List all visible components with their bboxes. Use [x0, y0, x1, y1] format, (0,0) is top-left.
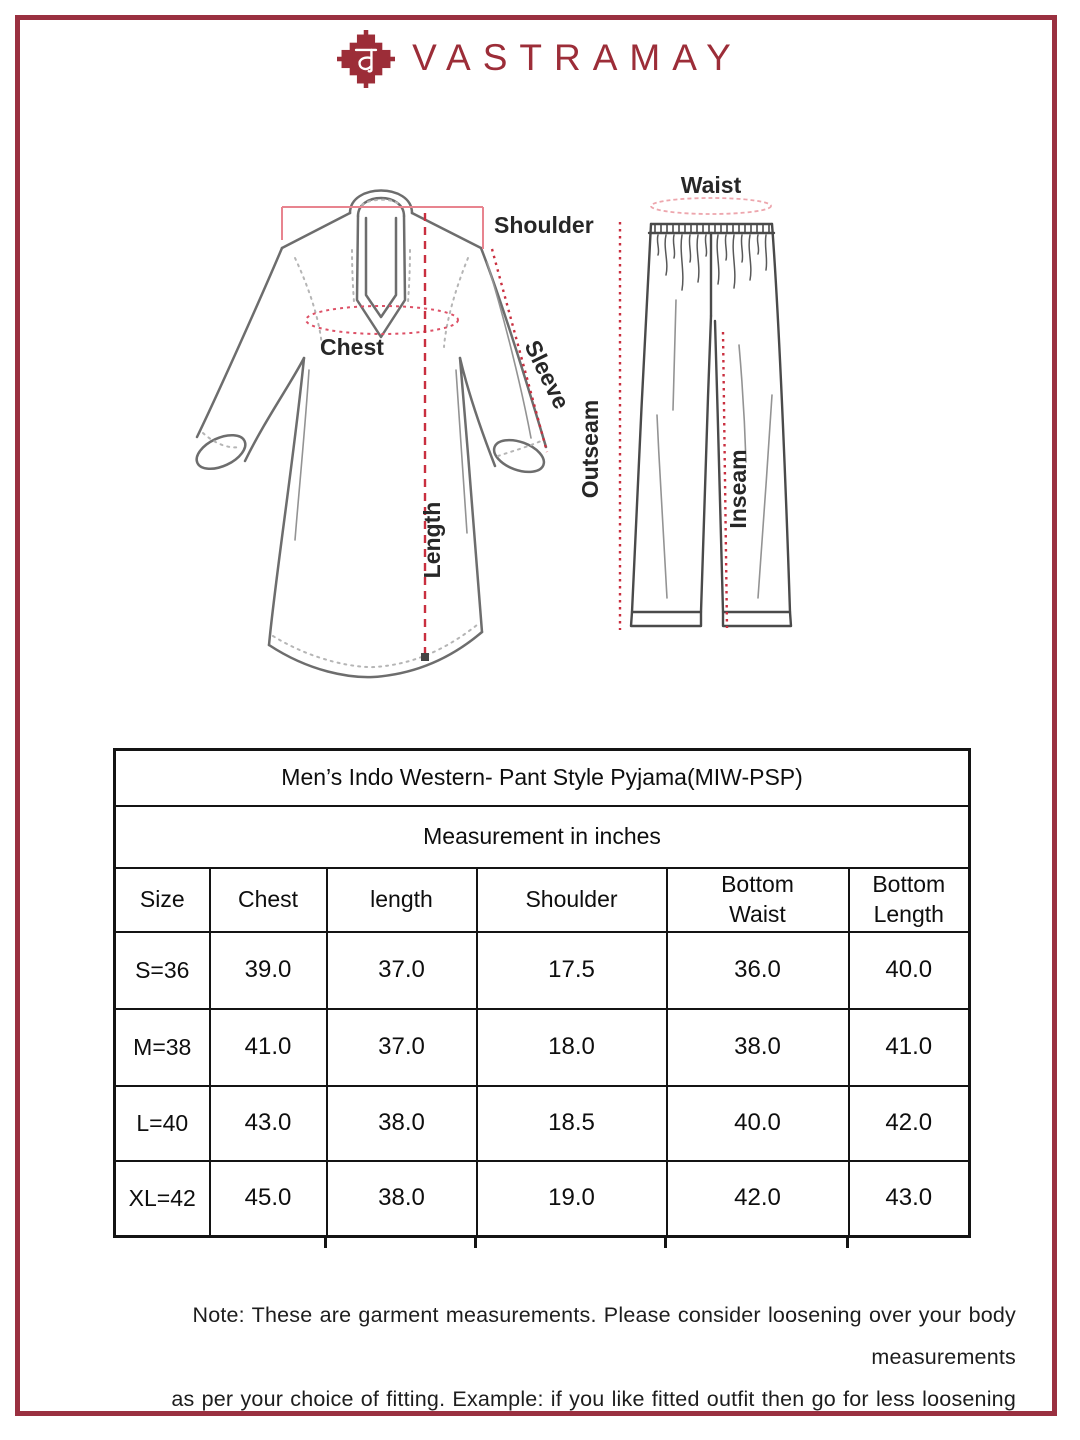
- cell-length: 37.0: [327, 1009, 477, 1086]
- cell-size: L=40: [115, 1086, 210, 1161]
- shoulder-label: Shoulder: [494, 212, 594, 238]
- header-shoulder: Shoulder: [477, 868, 667, 932]
- cell-size: XL=42: [115, 1161, 210, 1237]
- cell-bottom-length: 42.0: [849, 1086, 970, 1161]
- cell-bottom-waist: 40.0: [667, 1086, 849, 1161]
- cell-bottom-length: 40.0: [849, 932, 970, 1009]
- outseam-label: Outseam: [577, 399, 603, 499]
- cell-chest: 45.0: [210, 1161, 327, 1237]
- cell-length: 38.0: [327, 1161, 477, 1237]
- cell-shoulder: 18.0: [477, 1009, 667, 1086]
- waist-label: Waist: [680, 172, 742, 198]
- stub-line: [474, 1235, 477, 1248]
- cell-size: M=38: [115, 1009, 210, 1086]
- table-subtitle-row: [115, 806, 970, 868]
- table-subtitle: Measurement in inches: [115, 806, 970, 868]
- measurement-diagram: [170, 150, 840, 690]
- cell-shoulder: 17.5: [477, 932, 667, 1009]
- table-header-row: [115, 868, 970, 932]
- chest-label: Chest: [320, 334, 384, 360]
- length-line-end: [421, 653, 429, 661]
- pyjama-diagram: [577, 172, 791, 630]
- cell-length: 37.0: [327, 932, 477, 1009]
- header-bottom-waist: Bottom Waist: [667, 868, 849, 932]
- header-size: Size: [115, 868, 210, 932]
- cell-size: S=36: [115, 932, 210, 1009]
- note-line-2: as per your choice of fitting. Example: if you like fitted outfit then go for less loosening: [171, 1387, 1016, 1411]
- table-row-s: [115, 932, 970, 1009]
- cell-length: 38.0: [327, 1086, 477, 1161]
- cell-shoulder: 19.0: [477, 1161, 667, 1237]
- brand-header: [0, 30, 1080, 88]
- stub-line: [846, 1235, 849, 1248]
- table-row-l: [115, 1086, 970, 1161]
- vastramay-logo-icon: [337, 30, 395, 88]
- header-bottom-length: Bottom Length: [849, 868, 970, 932]
- cell-shoulder: 18.5: [477, 1086, 667, 1161]
- stub-line: [324, 1235, 327, 1248]
- kurta-diagram: [192, 191, 594, 678]
- size-chart-table: [113, 748, 971, 1238]
- measurement-note: [66, 1294, 1016, 1420]
- stub-line: [664, 1235, 667, 1248]
- cell-bottom-length: 41.0: [849, 1009, 970, 1086]
- sleeve-label: Sleeve: [519, 336, 575, 413]
- inseam-label: Inseam: [725, 449, 751, 529]
- cell-chest: 41.0: [210, 1009, 327, 1086]
- cell-chest: 43.0: [210, 1086, 327, 1161]
- cell-chest: 39.0: [210, 932, 327, 1009]
- table-title: Men’s Indo Western- Pant Style Pyjama(MIW-PSP): [115, 750, 970, 806]
- table-row-xl: [115, 1161, 970, 1237]
- header-length: length: [327, 868, 477, 932]
- cell-bottom-waist: 38.0: [667, 1009, 849, 1086]
- kurta-chest-measure: [306, 306, 458, 334]
- cell-bottom-waist: 42.0: [667, 1161, 849, 1237]
- header-chest: Chest: [210, 868, 327, 932]
- note-line-1: Note: These are garment measurements. Please consider loosening over your body measurements: [192, 1303, 1016, 1369]
- table-title-row: [115, 750, 970, 806]
- kurta-shoulder-measure: [282, 207, 483, 249]
- cell-bottom-length: 43.0: [849, 1161, 970, 1237]
- pyjama-waist-measure: [651, 198, 771, 214]
- table-row-m: [115, 1009, 970, 1086]
- cell-bottom-waist: 36.0: [667, 932, 849, 1009]
- brand-wordmark: VASTRAMAY: [412, 37, 743, 78]
- length-label: Length: [419, 501, 445, 579]
